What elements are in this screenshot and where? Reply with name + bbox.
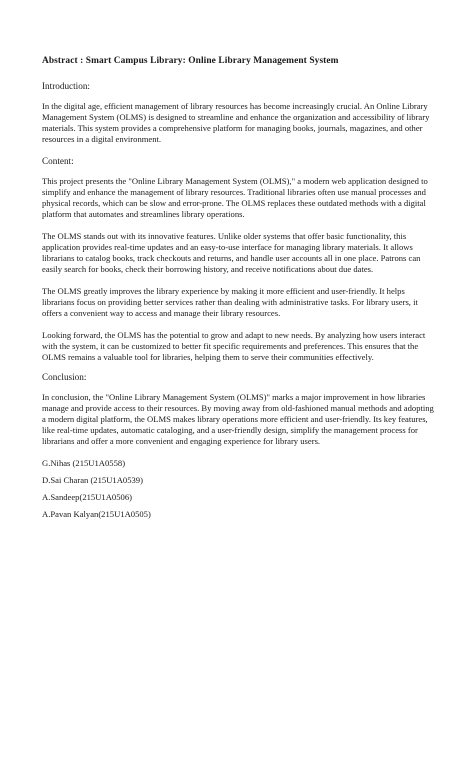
content-heading: Content: (42, 156, 74, 166)
author-line: A.Pavan Kalyan(215U1A0505) (42, 509, 151, 519)
content-paragraph-2: The OLMS stands out with its innovative features. Unlike older systems that offer basic functionality, this application provides real-time updates and an easy-to-use interface for managing library materials. It allows librarians to catalog books, track checkouts and returns, and handle user accounts all in one place. Patrons can easily search for books, check their borrowing history, and receive notifications about due dates. (42, 231, 421, 274)
author-line: G.Nihas (215U1A0558) (42, 458, 126, 468)
conclusion-paragraph: In conclusion, the "Online Library Management System (OLMS)" marks a major improvement in how libraries manage and provide access to their resources. By moving away from old-fashioned manual methods and adopting a modern digital platform, the OLMS makes library operations more efficient and user-friendly. Its key features, like real-time updates, automatic cataloging, and a user-friendly design, simplify the management process for librarians and offer a more convenient and engaging experience for library users. (42, 392, 434, 446)
author-line: D.Sai Charan (215U1A0539) (42, 475, 143, 485)
abstract-title: Abstract : Smart Campus Library: Online Library Management System (42, 56, 339, 66)
introduction-paragraph: In the digital age, efficient management of library resources has become increasingly crucial. An Online Library Management System (OLMS) is designed to streamline and enhance the organization and accessibility of library materials. This system provides a comprehensive platform for managing books, journals, magazines, and other resources in a digital environment. (42, 101, 430, 144)
author-line: A.Sandeep(215U1A0506) (42, 492, 132, 502)
document-page (42, 55, 436, 526)
content-paragraph-3: The OLMS greatly improves the library experience by making it more efficient and user-friendly. It helps librarians focus on providing better services rather than dealing with administrative tasks. For library users, it offers a convenient way to access and manage their library resources. (42, 286, 418, 318)
introduction-heading: Introduction: (42, 81, 90, 91)
conclusion-heading: Conclusion: (42, 372, 87, 382)
content-paragraph-4: Looking forward, the OLMS has the potential to grow and adapt to new needs. By analyzing how users interact with the system, it can be customized to better fit specific requirements and preferences. This ensures that the OLMS remains a valuable tool for libraries, helping them to serve their communities effectively. (42, 330, 426, 362)
content-paragraph-1: This project presents the "Online Library Management System (OLMS)," a modern web application designed to simplify and enhance the management of library resources. Traditional libraries often use manual processes and physical records, which can be slow and error-prone. The OLMS replaces these outdated methods with a digital platform that automates and streamlines library operations. (42, 176, 428, 219)
